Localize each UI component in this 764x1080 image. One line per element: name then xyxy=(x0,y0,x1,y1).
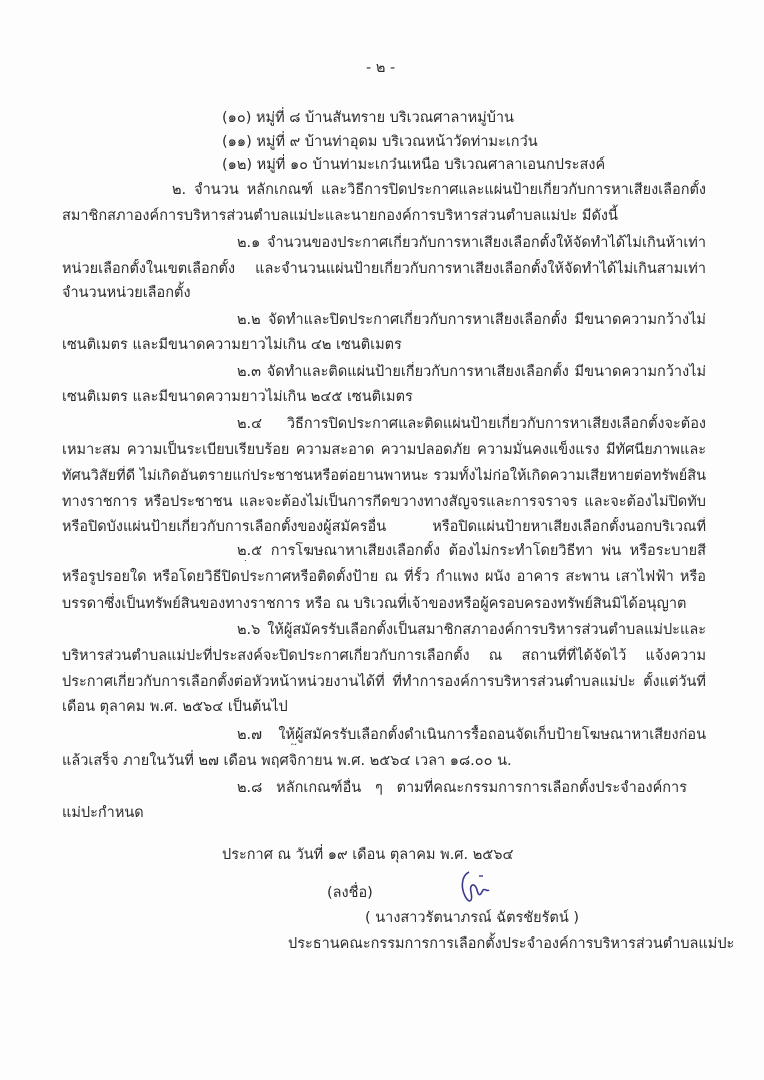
clause-2-4-line: เหมาะสม ความเป็นระเบียบเรียบร้อย ความสะอาด ความปลอดภัย ความมั่นคงแข็งแรง มีทัศนียภาพและ xyxy=(62,442,706,458)
clause-2-6-line: เดือน ตุลาคม พ.ศ. ๒๕๖๔ เป็นต้นไป xyxy=(62,699,288,715)
signer-title: ประธานคณะกรรมการการเลือกตั้งประจำองค์การบริหารส่วนตำบลแม่ปะ xyxy=(288,936,735,952)
page-number: - ๒ - xyxy=(366,60,396,76)
location-item: (๑๐) หมู่ที่ ๘ บ้านสันทราย บริเวณศาลาหมู่บ้าน xyxy=(222,110,514,126)
announcement-date: ประกาศ ณ วันที่ ๑๙ เดือน ตุลาคม พ.ศ. ๒๕๖๔ xyxy=(222,847,514,863)
clause-2-3-line: เซนติเมตร และมีขนาดความยาวไม่เกิน ๒๔๕ เซนติเมตร xyxy=(62,389,413,405)
clause-2-4-line: ทัศนวิสัยที่ดี ไม่เกิดอันตรายแก่ประชาชนหรือต่อยานพาหนะ รวมทั้งไม่ก่อให้เกิดความเสียหายต่อทรัพย์สิน xyxy=(62,468,706,484)
clause-2-2-line: เซนติเมตร และมีขนาดความยาวไม่เกิน ๔๒ เซนติเมตร xyxy=(62,337,402,353)
signer-name: ( นางสาวรัตนาภรณ์ ฉัตรชัยรัตน์ ) xyxy=(365,910,580,926)
clause-2-5-line: บรรดาซึ่งเป็นทรัพย์สินของทางราชการ หรือ ณ บริเวณที่เจ้าของหรือผู้ครอบครองทรัพย์สินมิได้อนุญาต xyxy=(62,596,687,612)
clause-2-4-line: หรือปิดบังแผ่นป้ายเกี่ยวกับการเลือกตั้งของผู้สมัครอื่น หรือปิดแผ่นป้ายหาเสียงเลือกตั้งนอกบริเวณที่ xyxy=(62,519,706,535)
clause-2-7-line: ๒.๗ ให้ผู้สมัครรับเลือกตั้งดำเนินการรื้อถอนจัดเก็บป้ายโฆษณาหาเสียงก่อน xyxy=(237,727,706,743)
clause-2-7-line: แล้วเสร็จ ภายในวันที่ ๒๗ เดือน พฤศจิกายน พ.ศ. ๒๕๖๔ เวลา ๑๘.๐๐ น. xyxy=(62,753,512,769)
clause-2-4-line: ๒.๔ วิธีการปิดประกาศและติดแผ่นป้ายเกี่ยวกับการหาเสียงเลือกตั้งจะต้อง xyxy=(237,416,706,432)
clause-2-8-line: ๒.๘ หลักเกณฑ์อื่น ๆ ตามที่คณะกรรมการการเลือกตั้งประจำองค์การ xyxy=(237,780,687,796)
section-2-line: สมาชิกสภาองค์การบริหารส่วนตำบลแม่ปะและนายกองค์การบริหารส่วนตำบลแม่ปะ มีดังนี้ xyxy=(62,208,618,224)
clause-2-4-line: ทางราชการ หรือประชาชน และจะต้องไม่เป็นการกีดขวางทางสัญจรและการจราจร และจะต้องไม่ปิดทับ xyxy=(62,494,706,510)
location-item: (๑๒) หมู่ที่ ๑๐ บ้านท่ามะเกว๋นเหนือ บริเวณศาลาเอนกประสงค์ xyxy=(222,157,606,173)
clause-2-1-line: จำนวนหน่วยเลือกตั้ง xyxy=(62,285,191,301)
clause-2-2-line: ๒.๒ จัดทำและปิดประกาศเกี่ยวกับการหาเสียงเลือกตั้ง มีขนาดความกว้างไม่ xyxy=(237,312,706,328)
clause-2-6-line: ๒.๖ ให้ผู้สมัครรับเลือกตั้งเป็นสมาชิกสภาองค์การบริหารส่วนตำบลแม่ปะและ xyxy=(237,622,706,638)
location-item: (๑๑) หมู่ที่ ๙ บ้านท่าอุดม บริเวณหน้าวัดท่ามะเกว๋น xyxy=(222,134,538,150)
clause-2-1-line: ๒.๑ จำนวนของประกาศเกี่ยวกับการหาเสียงเลือกตั้งให้จัดทำได้ไม่เกินห้าเท่า xyxy=(237,235,706,251)
clause-2-1-line: หน่วยเลือกตั้งในเขตเลือกตั้ง และจำนวนแผ่นป้ายเกี่ยวกับการหาเสียงเลือกตั้งให้จัดทำได้ไม่เกินสามเท่า xyxy=(62,261,706,277)
clause-2-5-line: หรือรูปรอยใด หรือโดยวิธีปิดประกาศหรือติดตั้งป้าย ณ ที่รั้ว กำแพง ผนัง อาคาร สะพาน เสาไฟฟ้า หรือ xyxy=(62,569,706,585)
clause-2-6-line: ประกาศเกี่ยวกับการเลือกตั้งต่อหัวหน้าหน่วยงานได้ที่ ที่ทำการองค์การบริหารส่วนตำบลแม่ปะ ตั้งแต่วันที่ xyxy=(62,674,706,690)
clause-2-8-line: แม่ปะกำหนด xyxy=(62,805,144,821)
clause-2-6-line: บริหารส่วนตำบลแม่ปะที่ประสงค์จะปิดประกาศเกี่ยวกับการเลือกตั้ง ณ สถานที่ที่ได้จัดไว้ แจ้งความ xyxy=(62,648,706,664)
clause-2-5-line: ๒.๕ การโฆษณาหาเสียงเลือกตั้ง ต้องไม่กระทำโดยวิธีทา พ่น หรือระบายสี xyxy=(237,543,706,559)
section-2-line: ๒. จำนวน หลักเกณฑ์ และวิธีการปิดประกาศและแผ่นป้ายเกี่ยวกับการหาเสียงเลือกตั้ง xyxy=(172,182,706,198)
signature-image xyxy=(455,868,495,910)
clause-2-3-line: ๒.๓ จัดทำและติดแผ่นป้ายเกี่ยวกับการหาเสียงเลือกตั้ง มีขนาดความกว้างไม่ xyxy=(237,364,706,380)
sign-label: (ลงชื่อ) xyxy=(327,885,373,901)
